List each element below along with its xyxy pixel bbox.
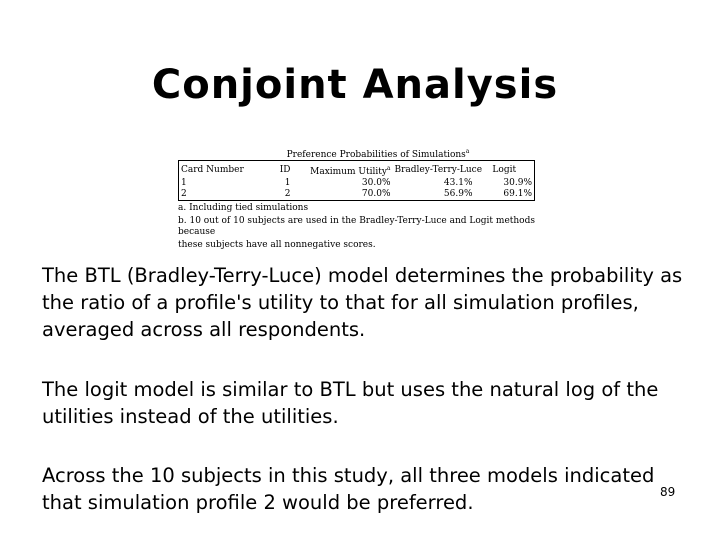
paragraph-conclusion: Across the 10 subjects in this study, all three models indicated that simulation profile 2 would be preferred. [42,464,655,514]
cell-logit: 30.9% [475,178,535,189]
preference-table [178,160,535,201]
paragraph-btl: The BTL (Bradley-Terry-Luce) model determines the probability as the ratio of a profile's utility to that for all simulation profiles, averaged across all respondents. [42,264,683,341]
table-footnote: a. Including tied simulations [178,203,309,213]
table-row [179,189,535,201]
slide-title: Conjoint Analysis [151,62,559,108]
header-logit: Logit [475,161,535,179]
table-footnote: these subjects have all nonnegative scores. [178,240,376,250]
header-btl: Bradley-Terry-Luce [393,161,475,179]
cell-card-number: 1 [179,178,257,189]
cell-maximum-utility: 30.0% [361,178,391,188]
cell-btl: 56.9% [393,189,475,201]
cell-card-number: 2 [179,189,257,201]
cell-id: 1 [284,178,291,188]
cell-btl: 43.1% [443,178,473,188]
preference-table-block [178,146,538,251]
header-maximum-utility: Maximum Utility$^a$ [293,161,393,179]
table-header-row [179,161,535,179]
page-number: 89 [660,485,676,499]
table-caption: Preference Probabilities of Simulations$^a$ [286,148,470,160]
table-row [179,178,535,189]
cell-maximum-utility: 70.0% [293,189,393,201]
table-footnote: b. 10 out of 10 subjects are used in the Bradley-Terry-Luce and Logit methods because [178,216,535,237]
cell-logit: 69.1% [475,189,535,201]
cell-id: 2 [257,189,293,201]
paragraph-logit: The logit model is similar to BTL but uses the natural log of the utilities instead of the utilities. [42,378,659,428]
header-id: ID [257,161,293,179]
header-card-number: Card Number [179,161,257,179]
